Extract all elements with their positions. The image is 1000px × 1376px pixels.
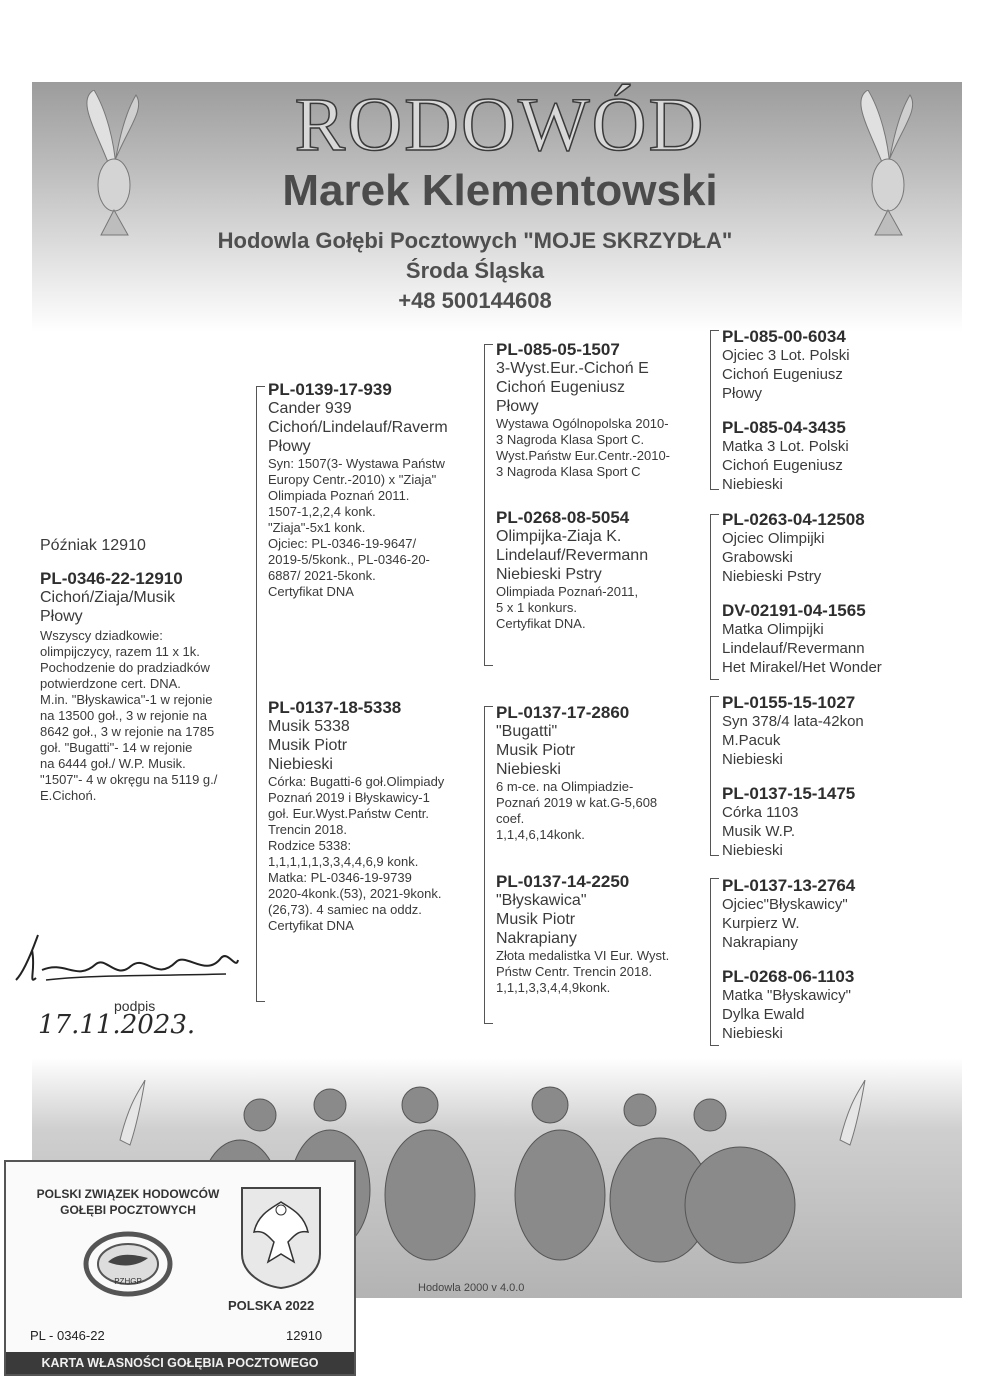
note-line: 1507-1,2,2,4 konk. bbox=[268, 504, 376, 519]
grandparent-block bbox=[496, 703, 711, 843]
note-line: 6 m-ce. na Olimpiadzie- bbox=[496, 779, 634, 794]
pedigree-line: Dylka Ewald bbox=[722, 1006, 805, 1023]
note-line: "Ziaja"-5x1 konk. bbox=[268, 520, 366, 535]
pedigree-line: "Błyskawica" bbox=[496, 892, 587, 909]
grandparent-notes bbox=[496, 779, 711, 843]
grandparent-ring: PL-085-05-1507 bbox=[496, 340, 620, 359]
note-line: 3 Nagroda Klasa Sport C. bbox=[496, 432, 645, 447]
parent-bracket bbox=[256, 386, 257, 1002]
pedigree-line: Matka 3 Lot. Polski bbox=[722, 438, 849, 455]
grandparent-notes bbox=[496, 948, 711, 996]
pedigree-line: Niebieski bbox=[722, 842, 783, 859]
note-line: Wystawa Ogólnopolska 2010- bbox=[496, 416, 669, 431]
pzhgp-logo bbox=[78, 1228, 178, 1300]
pedigree-line: Płowy bbox=[722, 385, 763, 402]
note-line: M.in. "Błyskawica"-1 w rejonie bbox=[40, 692, 213, 707]
note-line: Syn: 1507(3- Wystawa Państw bbox=[268, 456, 445, 471]
dam-block bbox=[268, 698, 480, 934]
loft-name: Hodowla Gołębi Pocztowych "MOJE SKRZYDŁA" bbox=[217, 228, 733, 253]
card-footer: KARTA WŁASNOŚCI GOŁĘBIA POCZTOWEGO bbox=[6, 1352, 354, 1374]
note-line: Pństw Centr. Trencin 2018. bbox=[496, 964, 653, 979]
signature-label: podpis bbox=[114, 998, 156, 1014]
pedigree-line: Cichoń Eugeniusz bbox=[722, 366, 843, 383]
phone-number: +48 500144608 bbox=[398, 288, 552, 313]
software-version: Hodowla 2000 v 4.0.0 bbox=[418, 1282, 525, 1294]
note-line: Rodzice 5338: bbox=[268, 838, 352, 853]
pedigree-line: Niebieski bbox=[722, 1025, 783, 1042]
pedigree-line: Nakrapiany bbox=[722, 934, 798, 951]
note-line: goł. "Bugatti"- 14 w rejonie bbox=[40, 740, 193, 755]
subject-ring: PL-0346-22-12910 bbox=[40, 569, 183, 588]
subject-bird bbox=[40, 536, 262, 804]
note-line: goł. Eur.Wyst.Państw Centr. bbox=[268, 806, 430, 821]
pedigree-line: Cichoń/Lindelauf/Raverm bbox=[268, 419, 448, 436]
pzhgp-logo-text: PZHGP bbox=[114, 1277, 142, 1286]
note-line: 6887/ 2021-5konk. bbox=[268, 568, 376, 583]
grandparent-ring: PL-0268-08-5054 bbox=[496, 508, 630, 527]
pedigree-line: Ojciec Olimpijki bbox=[722, 530, 825, 547]
town: Środa Śląska bbox=[405, 258, 545, 283]
great-grandparent-block bbox=[722, 876, 962, 952]
great-grandparent-ring: PL-085-00-6034 bbox=[722, 327, 846, 346]
subject-notes bbox=[40, 628, 262, 804]
signature-date: 17.11.2023. bbox=[38, 1010, 196, 1040]
note-line: 5 x 1 konkurs. bbox=[496, 600, 577, 615]
card-ring-prefix: PL - 0346-22 bbox=[30, 1328, 105, 1343]
pedigree-line: Niebieski Pstry bbox=[722, 568, 822, 585]
subject-line: Płowy bbox=[40, 608, 83, 625]
great-grandparent-bracket bbox=[710, 514, 711, 680]
pedigree-line: Niebieski bbox=[496, 761, 561, 778]
handwritten-signature bbox=[6, 930, 246, 1000]
grandparent-bracket bbox=[484, 706, 485, 1024]
subject-name: Późniak 12910 bbox=[40, 537, 146, 554]
note-line: na 6444 goł./ W.P. Musik. bbox=[40, 756, 186, 771]
great-grandparent-bracket bbox=[710, 878, 711, 1046]
grandparent-block bbox=[496, 508, 711, 632]
note-line: Wszyscy dziadkowie: bbox=[40, 628, 163, 643]
grandparent-ring: PL-0137-17-2860 bbox=[496, 703, 630, 722]
note-line: na 13500 goł., 3 w rejonie na bbox=[40, 708, 207, 723]
great-grandparent-bracket bbox=[710, 696, 711, 856]
note-line: 2020-4konk.(53), 2021-9konk. bbox=[268, 886, 442, 901]
pedigree-line: Lindelauf/Revermann bbox=[496, 547, 649, 564]
polish-eagle-emblem bbox=[238, 1184, 324, 1290]
great-grandparent-ring: PL-0263-04-12508 bbox=[722, 510, 865, 529]
pedigree-line: Cichoń Eugeniusz bbox=[722, 457, 843, 474]
note-line: Poznań 2019 w kat.G-5,608 bbox=[496, 795, 658, 810]
great-grandparent-block bbox=[722, 784, 962, 860]
grandparent-ring: PL-0137-14-2250 bbox=[496, 872, 630, 891]
owner-name: Marek Klementowski bbox=[282, 166, 718, 215]
pedigree-line: Lindelauf/Revermann bbox=[722, 640, 865, 657]
pedigree-line: M.Pacuk bbox=[722, 732, 781, 749]
note-line: 2019-5/5konk., PL-0346-20- bbox=[268, 552, 430, 567]
note-line: Trencin 2018. bbox=[268, 822, 348, 837]
pedigree-line: Olimpijka-Ziaja K. bbox=[496, 528, 622, 545]
great-grandparent-bracket bbox=[710, 330, 711, 490]
pedigree-line: Musik Piotr bbox=[496, 911, 576, 928]
sire-notes bbox=[268, 456, 480, 600]
pedigree-line: Het Mirakel/Het Wonder bbox=[722, 659, 882, 676]
pedigree-line: Matka Olimpijki bbox=[722, 621, 824, 638]
sire-ring: PL-0139-17-939 bbox=[268, 380, 392, 399]
card-ring-number: 12910 bbox=[286, 1328, 323, 1343]
great-grandparent-ring: PL-0137-15-1475 bbox=[722, 784, 856, 803]
pedigree-line: Musik 5338 bbox=[268, 718, 350, 735]
great-grandparent-ring: PL-0137-13-2764 bbox=[722, 876, 856, 895]
pedigree-line: Córka 1103 bbox=[722, 804, 799, 821]
pedigree-line: Kurpierz W. bbox=[722, 915, 800, 932]
note-line: 1,1,4,6,14konk. bbox=[496, 827, 585, 842]
sire-block bbox=[268, 380, 480, 600]
grandparent-block bbox=[496, 872, 711, 996]
pedigree-line: Matka "Błyskawicy" bbox=[722, 987, 852, 1004]
note-line: potwierdzone cert. DNA. bbox=[40, 676, 181, 691]
great-grandparent-ring: PL-085-04-3435 bbox=[722, 418, 846, 437]
note-line: Matka: PL-0346-19-9739 bbox=[268, 870, 412, 885]
pedigree-line: Musik Piotr bbox=[268, 737, 348, 754]
grandparent-block bbox=[496, 340, 711, 480]
pedigree-line: Płowy bbox=[496, 398, 539, 415]
note-line: olimpijczycy, razem 11 x 1k. bbox=[40, 644, 200, 659]
note-line: Córka: Bugatti-6 goł.Olimpiady bbox=[268, 774, 445, 789]
note-line: "1507"- 4 w okręgu na 5119 g./ bbox=[40, 772, 218, 787]
card-org-line: POLSKI ZWIĄZEK HODOWCÓW bbox=[36, 1187, 220, 1201]
dam-notes bbox=[268, 774, 480, 934]
note-line: Pochodzenie do pradziadków bbox=[40, 660, 210, 675]
great-grandparent-ring: PL-0268-06-1103 bbox=[722, 967, 855, 986]
great-grandparent-block bbox=[722, 967, 962, 1043]
card-country-year: POLSKA 2022 bbox=[228, 1298, 315, 1313]
pedigree-line: Syn 378/4 lata-42kon bbox=[722, 713, 864, 730]
note-line: Certyfikat DNA. bbox=[496, 616, 586, 631]
note-line: Certyfikat DNA bbox=[268, 584, 354, 599]
note-line: Europy Centr.-2010) x "Ziaja" bbox=[268, 472, 437, 487]
page-title: RODOWÓD bbox=[294, 83, 706, 167]
ownership-card bbox=[4, 1160, 356, 1376]
note-line: 1,1,1,1,1,3,3,4,4,6,9 konk. bbox=[268, 854, 419, 869]
pedigree-line: 3-Wyst.Eur.-Cichoń E bbox=[496, 360, 649, 377]
pedigree-line: Grabowski bbox=[722, 549, 793, 566]
note-line: Złota medalistka VI Eur. Wyst. bbox=[496, 948, 670, 963]
note-line: Ojciec: PL-0346-19-9647/ bbox=[268, 536, 417, 551]
note-line: (26,73). 4 samiec na oddz. bbox=[268, 902, 422, 917]
great-grandparent-block bbox=[722, 510, 962, 586]
grandparent-notes bbox=[496, 584, 711, 632]
note-line: Poznań 2019 i Błyskawicy-1 bbox=[268, 790, 430, 805]
great-grandparent-block bbox=[722, 418, 962, 494]
note-line: Wyst.Państw Eur.Centr.-2010- bbox=[496, 448, 671, 463]
great-grandparent-ring: DV-02191-04-1565 bbox=[722, 601, 866, 620]
card-organization bbox=[18, 1186, 238, 1218]
pedigree-line: Niebieski bbox=[722, 476, 783, 493]
note-line: 8642 goł., 3 w rejonie na 1785 bbox=[40, 724, 215, 739]
note-line: coef. bbox=[496, 811, 525, 826]
note-line: Olimpiada Poznań-2011, bbox=[496, 584, 639, 599]
dam-ring: PL-0137-18-5338 bbox=[268, 698, 402, 717]
pedigree-line: Musik Piotr bbox=[496, 742, 576, 759]
note-line: Certyfikat DNA bbox=[268, 918, 354, 933]
pedigree-line: "Bugatti" bbox=[496, 723, 558, 740]
great-grandparent-block bbox=[722, 327, 962, 403]
pedigree-line: Cander 939 bbox=[268, 400, 352, 417]
pedigree-line: Niebieski bbox=[722, 751, 783, 768]
pedigree-line: Niebieski bbox=[268, 756, 333, 773]
pedigree-line: Cichoń Eugeniusz bbox=[496, 379, 625, 396]
subject-line: Cichoń/Ziaja/Musik bbox=[40, 589, 176, 606]
note-line: E.Cichoń. bbox=[40, 788, 97, 803]
pedigree-line: Nakrapiany bbox=[496, 930, 577, 947]
pedigree-line: Płowy bbox=[268, 438, 311, 455]
card-org-line: GOŁĘBI POCZTOWYCH bbox=[60, 1203, 196, 1217]
great-grandparent-block bbox=[722, 601, 962, 677]
pedigree-line: Musik W.P. bbox=[722, 823, 796, 840]
note-line: 1,1,1,3,3,4,4,9konk. bbox=[496, 980, 611, 995]
grandparent-bracket bbox=[484, 344, 485, 666]
pedigree-line: Niebieski Pstry bbox=[496, 566, 602, 583]
note-line: 3 Nagroda Klasa Sport C bbox=[496, 464, 641, 479]
great-grandparent-ring: PL-0155-15-1027 bbox=[722, 693, 856, 712]
grandparent-notes bbox=[496, 416, 711, 480]
note-line: Olimpiada Poznań 2011. bbox=[268, 488, 410, 503]
pedigree-line: Ojciec 3 Lot. Polski bbox=[722, 347, 850, 364]
pedigree-line: Ojciec"Błyskawicy" bbox=[722, 896, 848, 913]
great-grandparent-block bbox=[722, 693, 962, 769]
